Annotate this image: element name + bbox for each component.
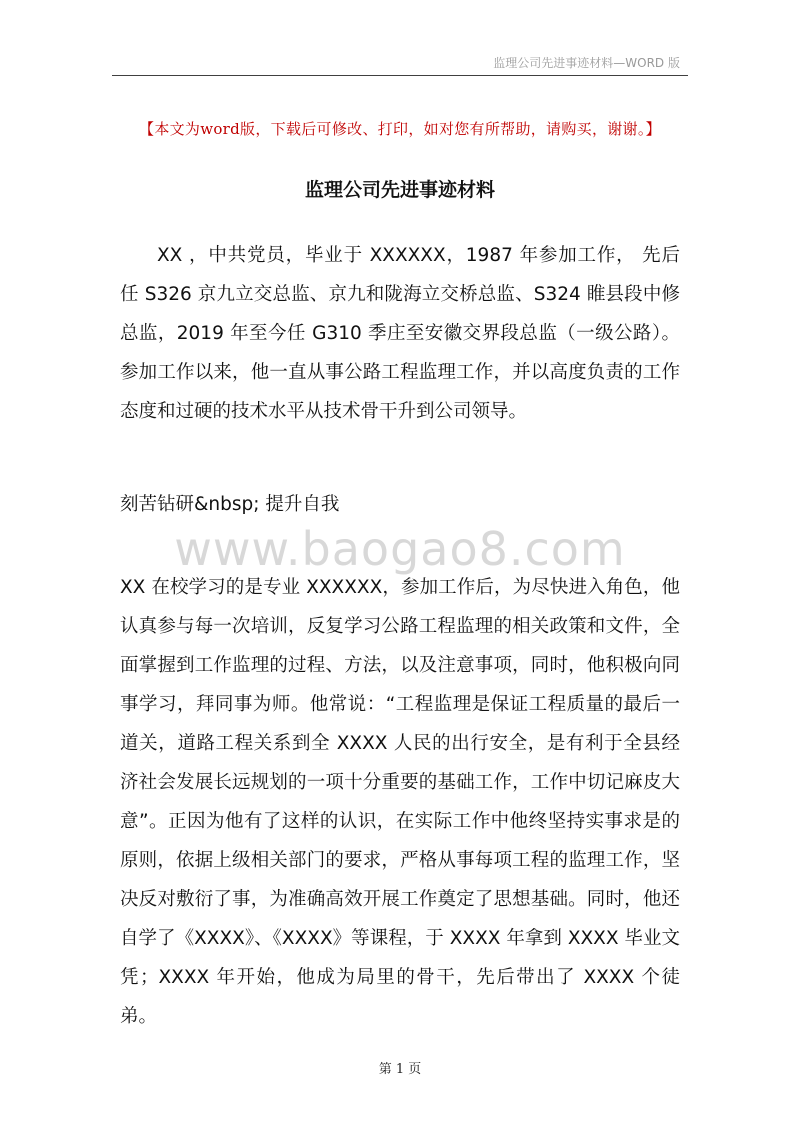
page-number: 第 1 页 — [378, 1062, 422, 1077]
watermark: www.baogao8.com — [174, 522, 626, 576]
section-heading: 刻苦钻研&nbsp; 提升自我 — [120, 494, 340, 515]
purchase-notice: 【本文为word版，下载后可修改、打印，如对您有所帮助，请购买，谢谢。】 — [139, 120, 661, 138]
page-header: 监理公司先进事迹材料—WORD 版 — [493, 56, 680, 70]
document-title: 监理公司先进事迹材料 — [304, 179, 495, 201]
paragraph-body: XX 在校学习的是专业 XXXXXX，参加工作后，为尽快进入角色，他认真参与每一次培训，反复学习公路工程监理的相关政策和文件，全面掌握到工作监理的过程、方法，以及注意事项，同时，他积极向同事学习，拜同事为师。他常说：“工程监理是保证工程质量的最后一道关，道路工程关系到全 XXXX 人民的出行安全，是有利于全县经济社会发展长远规划的一项十分重要的基础工作，工作中切记麻皮大意”。正因为他有了这样的认识，在实际工作中他终坚持实事求是的原则，依据上级相关部门的要求，严格从事每项工程的监理工作，坚决反对敷衍了事，为准确高效开展工作奠定了思想基础。同时，他还自学了《XXXX》、《XXXX》等课程，于 XXXX 年拿到 XXXX 毕业文凭；XXXX 年开始，他成为局里的骨干，先后带出了 XXXX 个徒弟。 — [120, 577, 680, 1027]
header-divider — [112, 75, 688, 76]
paragraph-intro: XX ，中共党员，毕业于 XXXXXX，1987 年参加工作， 先后任 S326 京九立交总监、京九和陇海立交桥总监、S324 睢县段中修总监，2019 年至今任 G310 季庄至安徽交界段总监（一级公路）。参加工作以来，他一直从事公路工程监理工作，并以高度负责的工作态度和过硬的技术水平从技术骨干升到公司领导。 — [120, 245, 680, 422]
